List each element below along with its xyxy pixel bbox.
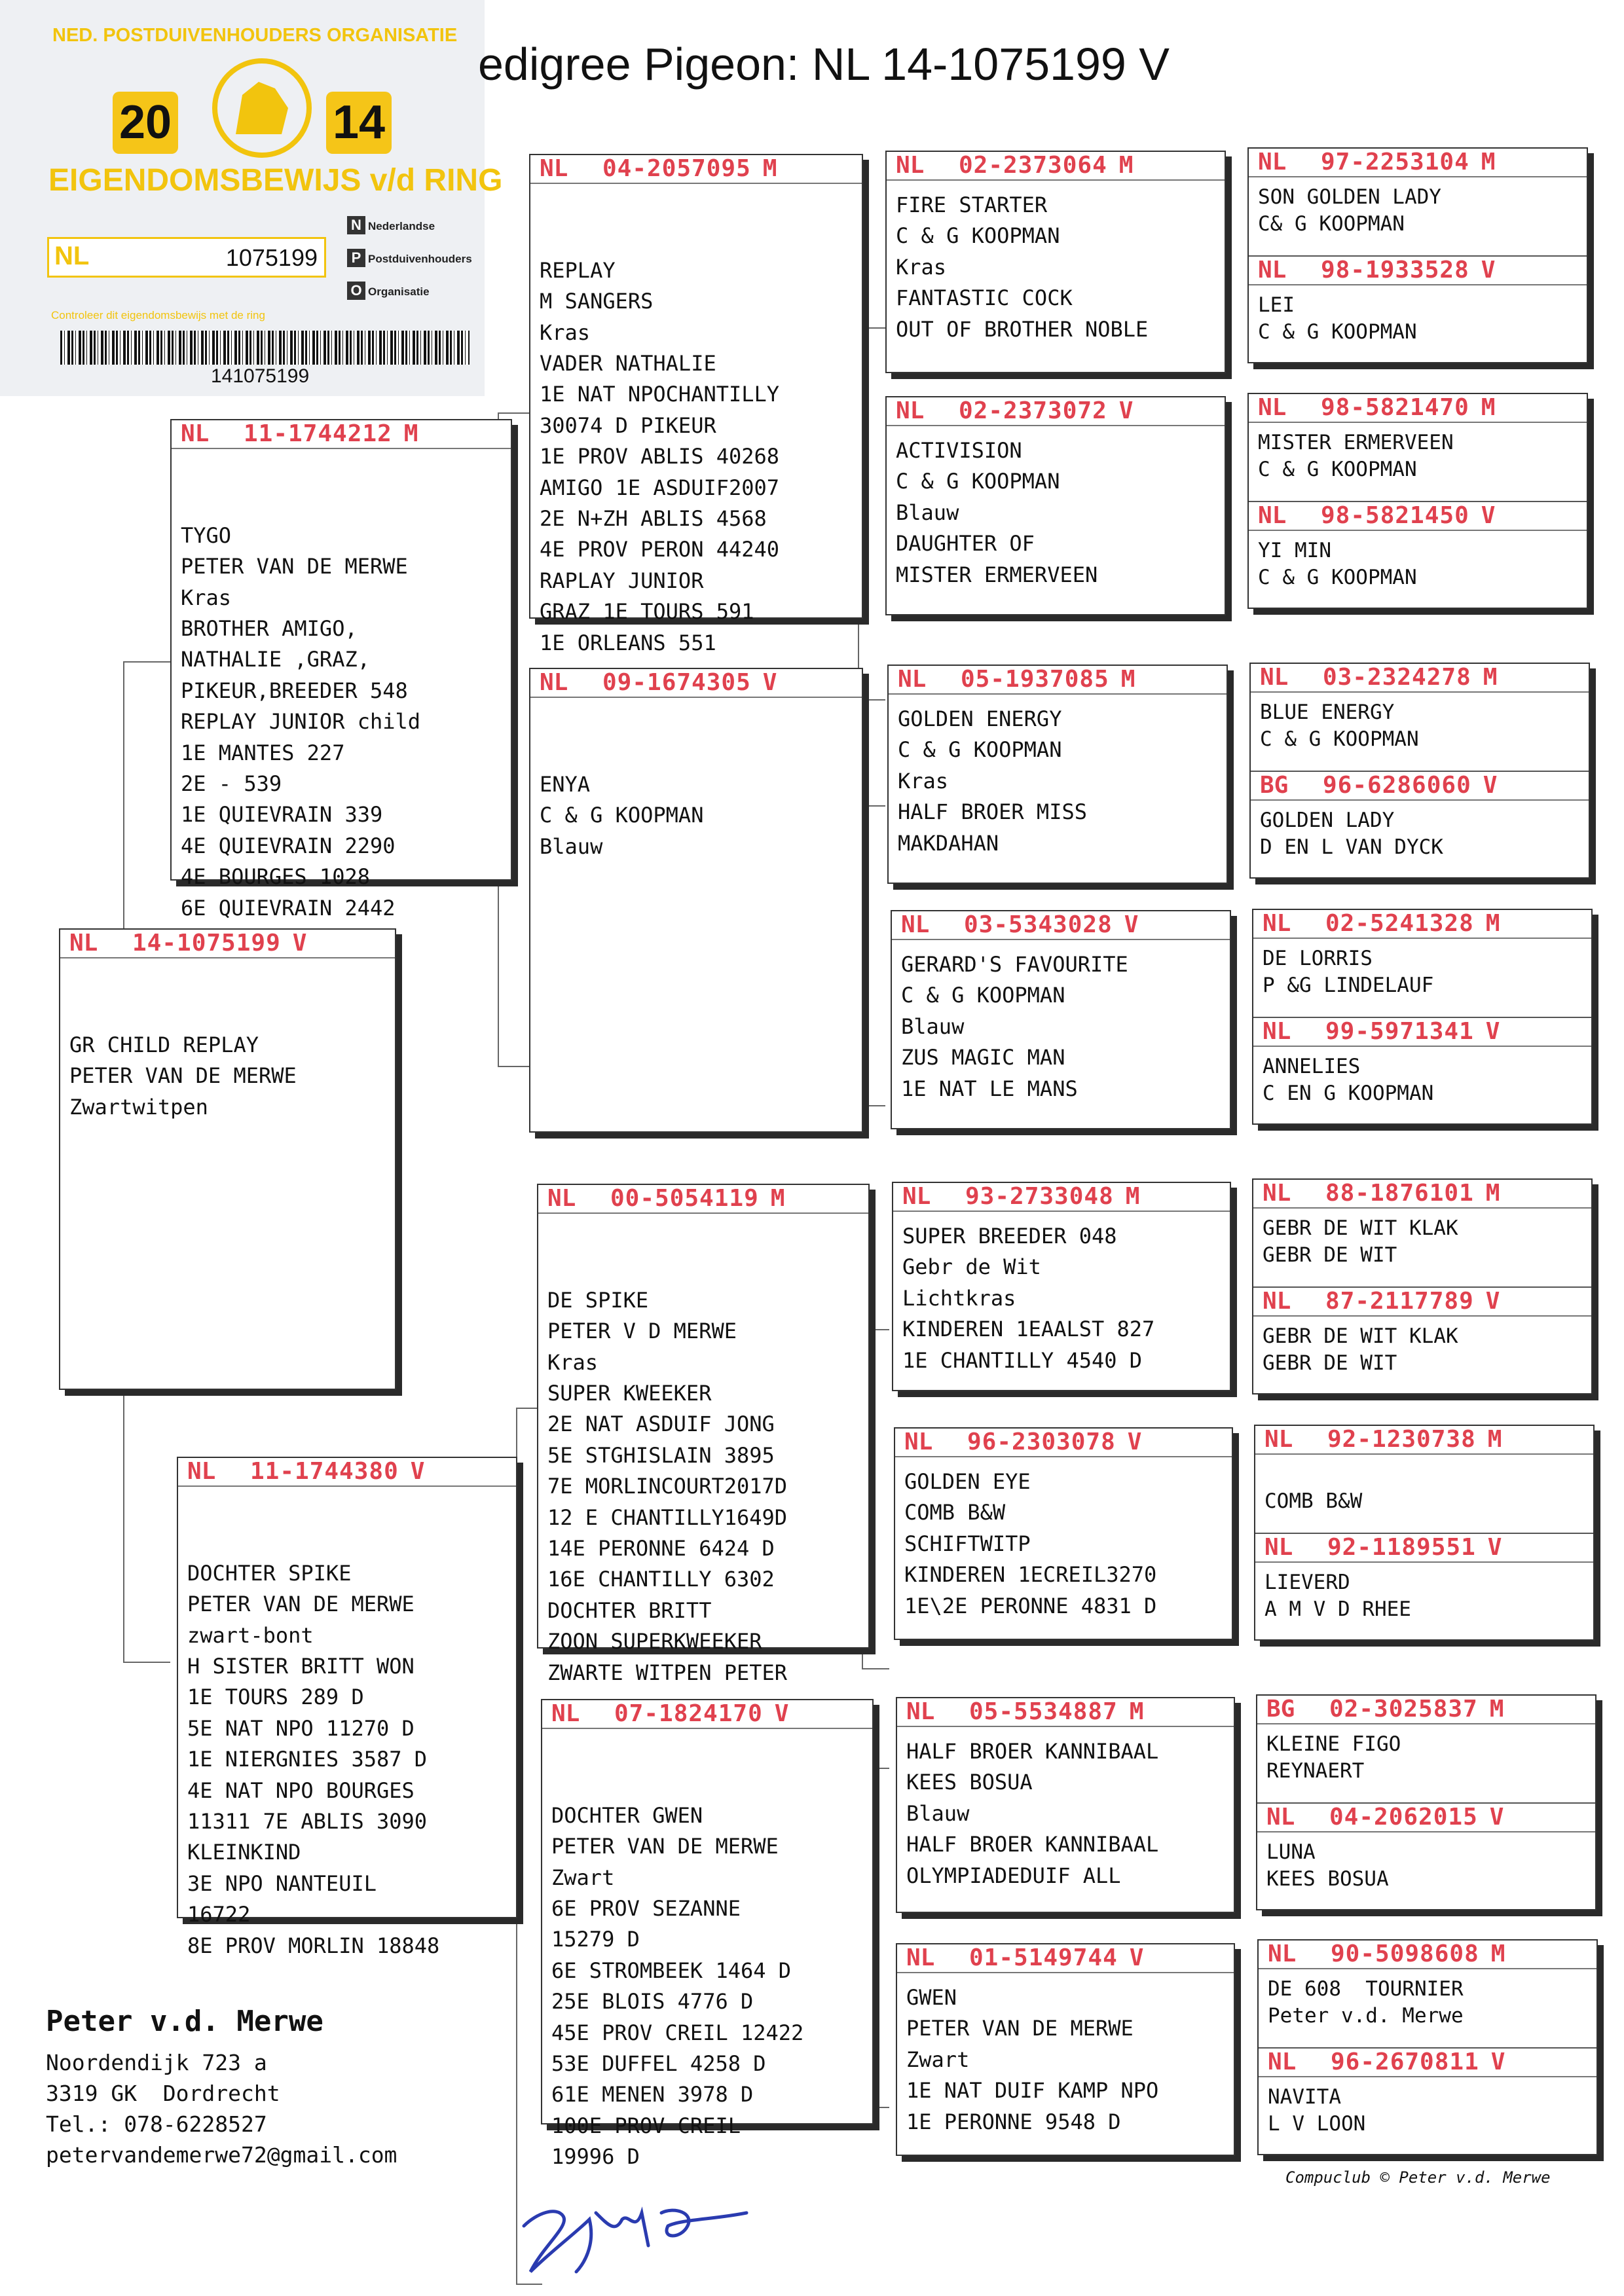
owner-city: 3319 GK Dordrecht <box>46 2081 280 2106</box>
ring-header: NL 01-5149744 V <box>897 1944 1234 1973</box>
pigeon-details: NAVITA L V LOON <box>1268 2085 1366 2136</box>
ring-header: NL 03-5343028 V <box>892 911 1230 940</box>
pigeon-details: GWEN PETER VAN DE MERWE Zwart 1E NAT DUIF KAMP NPO 1E PERONNE 9548 D <box>906 1985 1159 2134</box>
pigeon-details: GEBR DE WIT KLAK GEBR DE WIT <box>1263 1216 1458 1267</box>
card-npo-o: O Organisatie <box>347 282 430 300</box>
pigeon-details: HALF BROER KANNIBAAL KEES BOSUA Blauw HALF BROER KANNIBAAL OLYMPIADEDUIF ALL <box>906 1739 1159 1888</box>
pedigree-box-dds <box>896 1697 1235 1913</box>
card-year-right: 14 <box>326 92 392 154</box>
card-ring-field <box>47 237 326 278</box>
ring-header: NL 88-1876101 M <box>1253 1180 1591 1209</box>
pigeon-details: GEBR DE WIT KLAK GEBR DE WIT <box>1263 1324 1458 1375</box>
pedigree-box-subject <box>59 928 396 1390</box>
pigeon-details: DE 608 TOURNIER Peter v.d. Merwe <box>1268 1977 1464 2028</box>
ring-header: NL 93-2733048 M <box>893 1183 1230 1212</box>
copyright-note: Compuclub © Peter v.d. Merwe <box>1285 2168 1551 2187</box>
pigeon-details: LUNA KEES BOSUA <box>1266 1840 1389 1891</box>
pigeon-details: KLEINE FIGO REYNAERT <box>1266 1732 1401 1783</box>
ring-header: NL 92-1230738 M <box>1255 1426 1593 1455</box>
pigeon-details: SUPER BREEDER 048 Gebr de Wit Lichtkras KINDEREN 1EAALST 827 1E CHANTILLY 4540 D <box>902 1224 1155 1373</box>
ring-ownership-card <box>0 0 503 396</box>
lion-emblem-icon <box>196 56 327 160</box>
pigeon-details: YI MIN C & G KOOPMAN <box>1258 539 1417 589</box>
card-year-left: 20 <box>113 92 178 154</box>
card-control-text: Controleer dit eigendomsbewijs met de ring <box>51 309 265 321</box>
pigeon-details: LIEVERD A M V D RHEE <box>1264 1571 1411 1621</box>
ring-header: NL 07-1824170 V <box>542 1700 872 1729</box>
pedigree-box-ds <box>537 1184 870 1685</box>
ring-header: NL 05-1937085 M <box>889 666 1227 695</box>
pigeon-details: DOCHTER GWEN PETER VAN DE MERWE Zwart 6E PROV SEZANNE 15279 D 6E STROMBEEK 1464 D 25E BLOIS 4776 D 45E PROV CREIL 12422 53E DUFFEL 4258 D 61E MENEN 3978 D 100E PROV CREIL 19996 D <box>551 1802 804 2170</box>
ring-header: NL 98-5821450 V <box>1249 502 1587 531</box>
pedigree-box-sire <box>170 419 512 920</box>
ring-header: NL 03-2324278 M <box>1251 664 1589 693</box>
owner-email: petervandemerwe72@gmail.com <box>46 2142 397 2168</box>
ring-header: NL 11-1744380 V <box>178 1458 516 1487</box>
pigeon-details: ACTIVISION C & G KOOPMAN Blauw DAUGHTER OF MISTER ERMERVEEN <box>896 438 1098 587</box>
owner-address <box>46 2005 397 2170</box>
pedigree-box-dsd <box>894 1427 1233 1640</box>
pedigree-box-sd <box>529 668 863 1133</box>
pigeon-details: GERARD'S FAVOURITE C & G KOOPMAN Blauw ZUS MAGIC MAN 1E NAT LE MANS <box>901 952 1128 1101</box>
pedigree-pair-4 <box>1252 909 1593 1125</box>
ring-header: NL 98-5821470 M <box>1249 394 1587 423</box>
ring-header: NL 98-1933528 V <box>1249 257 1587 285</box>
pigeon-details: GOLDEN EYE COMB B&W SCHIFTWITP KINDEREN 1ECREIL3270 1E\2E PERONNE 4831 D <box>904 1469 1157 1618</box>
pigeon-details: DE LORRIS P &G LINDELAUF <box>1263 947 1434 997</box>
ring-header: NL 02-2373072 V <box>887 397 1225 426</box>
pigeon-details: FIRE STARTER C & G KOOPMAN Kras FANTASTIC COCK OUT OF BROTHER NOBLE <box>896 192 1149 342</box>
page-title: edigree Pigeon: NL 14-1075199 V <box>478 39 1170 90</box>
ring-header: NL 09-1674305 V <box>530 669 862 698</box>
owner-name: Peter v.d. Merwe <box>46 2005 323 2038</box>
pigeon-details: BLUE ENERGY C & G KOOPMAN <box>1260 701 1419 751</box>
pigeon-details: COMB B&W <box>1264 1489 1363 1513</box>
pigeon-details: ANNELIES C EN G KOOPMAN <box>1263 1055 1434 1105</box>
pedigree-box-sss <box>885 151 1226 373</box>
pedigree-pair-3 <box>1249 663 1590 879</box>
pigeon-details: TYGO PETER VAN DE MERWE Kras BROTHER AMIGO, NATHALIE ,GRAZ, PIKEUR,BREEDER 548 REPLAY JUNIOR child 1E MANTES 227 2E - 539 1E QUIEVRAIN 339 4E QUIEVRAIN 2290 4E BOURGES 1028 6E QUIEVRAIN 2442 <box>181 522 421 920</box>
pigeon-details: LEI C & G KOOPMAN <box>1258 293 1417 344</box>
pigeon-details: GOLDEN ENERGY C & G KOOPMAN Kras HALF BROER MISS MAKDAHAN <box>898 706 1087 856</box>
ring-header: NL 92-1189551 V <box>1255 1534 1593 1563</box>
pedigree-pair-8 <box>1257 1939 1598 2155</box>
pedigree-box-dd <box>541 1699 874 2170</box>
pedigree-pair-2 <box>1247 393 1588 609</box>
pigeon-details: DOCHTER SPIKE PETER VAN DE MERWE zwart-bont H SISTER BRITT WON 1E TOURS 289 D 5E NAT NPO 11270 D 1E NIERGNIES 3587 D 4E NAT NPO BOURGES 11311 7E ABLIS 3090 KLEINKIND 3E NPO NANTEUIL 16722 8E PROV MORLIN 18848 <box>187 1560 440 1958</box>
pedigree-box-sds <box>887 665 1228 884</box>
pedigree-pair-1 <box>1247 147 1588 363</box>
ring-header: NL 14-1075199 V <box>60 930 395 958</box>
pedigree-pair-5 <box>1252 1178 1593 1394</box>
pedigree-box-sdd <box>891 910 1231 1129</box>
ring-header: NL 05-5534887 M <box>897 1698 1234 1727</box>
barcode-icon <box>60 331 470 365</box>
ring-header: NL 97-2253104 M <box>1249 149 1587 177</box>
ring-header: NL 90-5098608 M <box>1259 1941 1596 1969</box>
ring-header: BG 02-3025837 M <box>1257 1696 1595 1724</box>
pigeon-details: ENYA C & G KOOPMAN Blauw <box>540 771 704 859</box>
signature-icon <box>498 2187 786 2291</box>
ring-header: BG 96-6286060 V <box>1251 772 1589 801</box>
card-npo-n: N Nederlandse <box>347 216 435 234</box>
card-country: NL <box>54 242 90 270</box>
ring-header: NL 87-2117789 V <box>1253 1288 1591 1317</box>
pigeon-details: DE SPIKE PETER V D MERWE Kras SUPER KWEEKER 2E NAT ASDUIF JONG 5E STGHISLAIN 3895 7E MORLINCOURT2017D 12 E CHANTILLY1649D 14E PERONNE 6424 D 16E CHANTILLY 6302 DOCHTER BRITT ZOON SUPERKWEEKER ZWARTE WITPEN PETER <box>547 1287 788 1685</box>
pedigree-box-dam <box>177 1457 517 1958</box>
pigeon-details: REPLAY M SANGERS Kras VADER NATHALIE 1E NAT NPOCHANTILLY 30074 D PIKEUR 1E PROV ABLIS 40268 AMIGO 1E ASDUIF2007 2E N+ZH ABLIS 4568 4E PROV PERON 44240 RAPLAY JUNIOR GRAZ 1E TOURS 591 1E ORLEANS 551 <box>540 257 780 655</box>
ring-header: NL 02-2373064 M <box>887 152 1225 181</box>
ring-header: NL 02-5241328 M <box>1253 910 1591 939</box>
ring-header: NL 11-1744212 M <box>172 420 511 449</box>
ring-header: NL 04-2062015 V <box>1257 1804 1595 1832</box>
card-title: EIGENDOMSBEWIJS v/d RING <box>48 163 503 198</box>
pedigree-pair-7 <box>1256 1694 1596 1910</box>
card-organisation: NED. POSTDUIVENHOUDERS ORGANISATIE <box>52 25 458 46</box>
ring-header: NL 04-2057095 M <box>530 155 862 184</box>
owner-street: Noordendijk 723 a <box>46 2050 267 2075</box>
card-npo-p: P Postduivenhouders <box>347 249 472 267</box>
barcode-number: 141075199 <box>211 365 310 387</box>
pedigree-pair-6 <box>1254 1425 1595 1641</box>
ring-header: NL 96-2303078 V <box>895 1429 1232 1457</box>
pedigree-box-ssd <box>885 396 1226 615</box>
pedigree-box-dss <box>892 1182 1231 1391</box>
pigeon-details: GR CHILD REPLAY PETER VAN DE MERWE Zwartwitpen <box>69 1032 297 1120</box>
pedigree-box-ddd <box>896 1943 1235 2156</box>
pedigree-box-ss <box>529 154 863 655</box>
owner-phone: Tel.: 078-6228527 <box>46 2111 267 2137</box>
pigeon-details: SON GOLDEN LADY C& G KOOPMAN <box>1258 185 1441 236</box>
pigeon-details: MISTER ERMERVEEN C & G KOOPMAN <box>1258 431 1454 481</box>
card-ring-number: 1075199 <box>225 244 318 271</box>
ring-header: NL 99-5971341 V <box>1253 1018 1591 1047</box>
ring-header: NL 96-2670811 V <box>1259 2049 1596 2077</box>
pigeon-details: GOLDEN LADY D EN L VAN DYCK <box>1260 809 1443 859</box>
ring-header: NL 00-5054119 M <box>538 1185 868 1214</box>
